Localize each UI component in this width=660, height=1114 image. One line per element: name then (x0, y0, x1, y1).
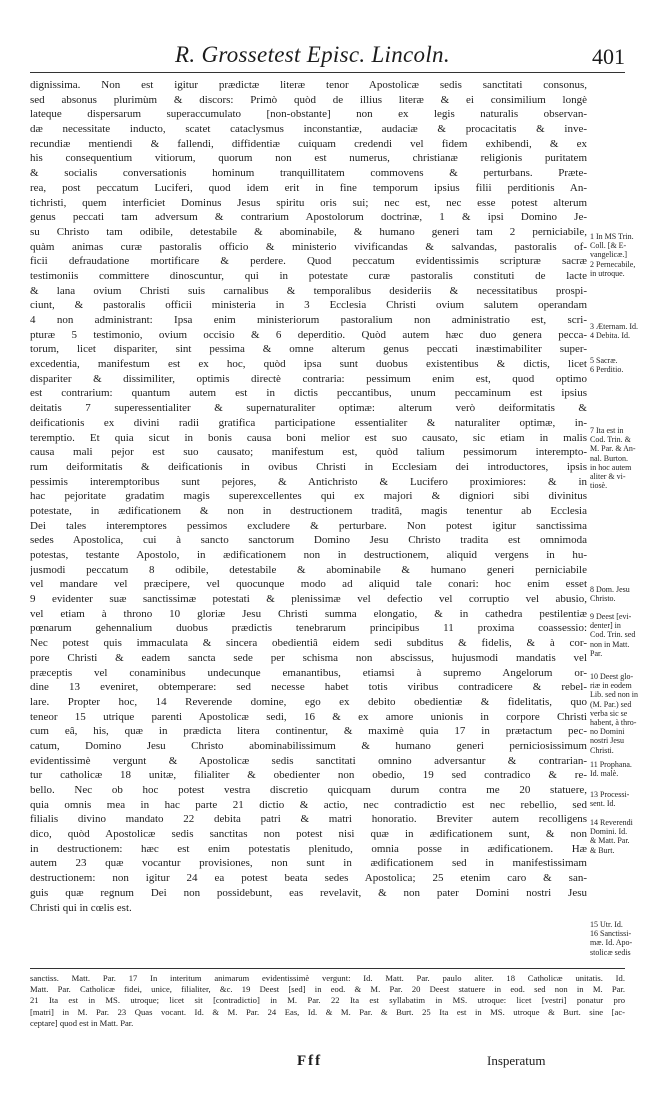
margin-note-line: 9 Deest [evi- (590, 612, 632, 621)
margin-note-line: 11 Prophana. (590, 760, 632, 769)
text-line: Dei tales interemptores pessimos excludere & perturbare. Non potest igitur sanctissima (30, 519, 587, 532)
footnote-line: Matt. Par. Catholicæ fidei, unice, filialiter, &c. 19 Deest [sed] in eod. & M. Par. 20 Deest statuere in eod. sed non in M. Par. (30, 984, 625, 995)
margin-note (590, 322, 656, 340)
margin-note (590, 356, 656, 374)
text-line: deitatis 7 superessentialiter & supernaturaliter optimæ: alterum verò deiformitatis & (30, 402, 587, 415)
margin-note-line: Coll. [& E- (590, 241, 627, 251)
margin-note-line: Cod. Trin. & (590, 435, 631, 445)
text-line: pturæ 5 testimonio, ovium occisio & 6 deperditio. Quòd autem hæc duo genera pecca- (30, 328, 587, 341)
margin-note-line: 2 Pernecabile, (590, 259, 636, 269)
text-line: pœnarum gehennalium duobus prædictis tenebrarum principibus 11 proxima coassessio: (30, 622, 587, 635)
text-line: pessimis interemptoribus sunt pejores, & Antichristo & Lucifero proximiores: & in (30, 475, 587, 488)
text-line: filialis divino mandato 22 debita patri & matri honoratio. Breviter autem recolligens (30, 813, 587, 826)
text-line: torum, licet dispariter, sint pessima & omne alterum genus peccati inæstimabiliter super- (30, 343, 587, 356)
margin-note-line: 14 Reverendi (590, 818, 633, 827)
text-line: rum deiformitatis & deificationis in ovibus Christi in Ecclesiam dei introductores, ipsis (30, 460, 587, 473)
margin-note (590, 760, 656, 778)
text-line: vel etiam à throno 10 gloriæ Jesu Christi summa elongatio, & in cathedra pestilentiæ (30, 607, 587, 620)
text-line: 9 evidenter suæ sanctissimæ potestati & plenissimæ vel defectio vel corruptio vel abusio, (30, 593, 587, 606)
text-line: hac pejoritate gradatim magis superexcellentes qui ex majori & digniori sibi divinitus (30, 490, 587, 503)
text-line: potestas, testante Apostolo, in ædificationem non in destructionem, aliquid vergens in hu- (30, 549, 587, 561)
text-line: vel mandare vel præcipere, vel quocunque modo ad aliquid tale conari: hoc enim esset (30, 578, 587, 591)
margin-note-line: no Domini (590, 727, 625, 737)
text-line: tur catholicæ 18 unitæ, filialiter & obedienter non obedio, 19 sed contradico & re- (30, 769, 587, 782)
text-line: evidentissimè vergunt & Apostolicæ sedis sanctitati omnino adversantur & contrarian- (30, 754, 587, 767)
margin-note-line: 15 Utr. Id. (590, 920, 623, 929)
text-line: dispariter & dissimiliter, optimis directè contraria: pessimum enim est, quod optimo (30, 372, 587, 385)
text-line: testimoniis committere dinoscuntur, qui in potestate curæ pastoralis constituti de lacte (30, 269, 587, 282)
text-line: sedes Apostolica, cui à sancto sanctorum Domino Jesu Christo tradita est omnimoda (30, 534, 587, 547)
margin-note (590, 672, 656, 755)
margin-note (590, 426, 656, 490)
text-line: præceptis vel conaminibus undecunque emanantibus, etiamsi à supremo Angelorum or- (30, 666, 587, 679)
text-line: sed absonus plurimùm & discors: Primò quòd de illius literæ & ei consimilium longè (30, 93, 587, 106)
margin-note (590, 818, 656, 855)
margin-note-line: verba sic se (590, 708, 628, 718)
text-line: ciunt, & pastoralis officii ministeria in 3 Ecclesia Christi ovium salutem operandam (30, 299, 587, 312)
margin-note-line: denter] in (590, 621, 621, 631)
footnote-line: [matri] in M. Par. 23 Quas vocant. Id. & M. Par. 24 Eas, Id. & M. Par. & Burt. 25 Ita est in MS. utroque & Burt. sine [ac- (30, 1006, 625, 1017)
text-line: su Christo tam odibile, detestabile & abominabile, & humano generi tam 2 perniciabile, (30, 225, 587, 238)
page-header (30, 42, 625, 73)
margin-note-line: Domini. Id. (590, 827, 628, 837)
footnote-line: 21 Ita est in MS. utroque; licet sit [contradictio] in M. Par. 22 Ita est syllabatim in MS. utroque: licet [vestri] ponatur pro (30, 995, 625, 1006)
text-line: dine 13 eveniret, obtemperare: sed necesse habet totis viribus contradicere & rebel- (30, 681, 587, 694)
margin-note-line: 1 In MS Trin. (590, 232, 634, 241)
margin-note-line: mæ. Id. Apo- (590, 938, 633, 948)
footnote-line: sanctiss. Matt. Par. 17 In interitum animarum evidentissimè vergunt: Id. Matt. Par. paulo aliter. 18 Catholicæ unitatis. Id. (30, 973, 625, 983)
margin-note-line: & Matt. Par. (590, 836, 630, 846)
margin-note-line: 6 Perditio. (590, 365, 624, 375)
text-line: destructionem: non igitur 24 ea potest beata sedes Apostolica; 25 etenim caro & san- (30, 872, 587, 885)
margin-note-line: Id. malè. (590, 769, 619, 779)
running-title: R. Grossetest Episc. Lincoln. (175, 42, 450, 67)
margin-note-line: nal. Burton. (590, 453, 628, 463)
margin-note (590, 232, 656, 278)
text-line: Christi qui in cœlis est. (30, 901, 132, 914)
margin-note-line: (M. Par.) sed (590, 699, 632, 709)
margin-note-line: 3 Æternam. Id. (590, 322, 638, 331)
margin-note-line: Cod. Trin. sed (590, 630, 636, 640)
margin-note-line: 7 Ita est in (590, 426, 624, 435)
margin-note-line: in utroque. (590, 268, 625, 278)
text-line: Nec potest quis immaculata & sincera obedientiâ eidem sedi subditus & fidelis, & à cor- (30, 637, 587, 650)
margin-note-line: sent. Id. (590, 799, 616, 809)
text-line: quia omnis mea in hac parte 21 dictio & actio, nec contradictio est nec rebellio, sed (30, 798, 587, 811)
text-line: & socialis conversationis hominum tranquillitatem commovens & perturbans. Præte- (30, 167, 587, 180)
margin-note-line: 8 Dom. Jesu (590, 585, 630, 594)
text-line: est contrarium: quantum autem est in dictis peccantibus, unum peccaminum est ipsius (30, 387, 587, 400)
margin-note-line: in hoc autem (590, 462, 632, 472)
margin-note-line: non in Matt. (590, 639, 630, 649)
margin-note-line: stolicæ sedis (590, 947, 631, 957)
text-line: in destructionem: hæc est enim potestatis plenitudo, omnia posse in ædificationem. Hæ (30, 842, 587, 855)
page-number: 401 (592, 44, 625, 69)
margin-note-line: & Burt. (590, 845, 615, 855)
text-line: bello. Nec ob hoc potest vestra discretio quicquam durum contra me 20 statuere, (30, 784, 587, 796)
margin-note-line: aliter & vi- (590, 472, 626, 482)
text-line: catum, Domino Jesu Christo abominabilissimum & humano generi perniciosissimum (30, 739, 587, 752)
margin-note-line: M. Par. & An- (590, 444, 636, 454)
text-line: jusmodi peccatum 8 odibile, detestabile & abominabile & humano generi perniciabile (30, 563, 587, 576)
margin-note-line: 4 Debita. Id. (590, 331, 630, 341)
text-line: excedentia, manifestum est ex hoc, quòd ipsa sunt duobus existentibus & dictis, licet (30, 358, 587, 371)
text-line: recundiæ mentiendi & fallendi, diffidentiæ cuiquam credendi vel fidem exhibendi, & ex (30, 137, 587, 150)
text-line: dico, quòd Apostolicæ sedis sanctitas non potest nisi quæ in ædificationem sunt, & non (30, 828, 587, 841)
text-line: 4 non administrant: Ipsa enim ministeriorum pastoralium non administratio est, scri- (30, 314, 587, 326)
text-line: & lana ovium Christi suis carnalibus & temporalibus desideriis & necessitatibus prospi- (30, 284, 587, 297)
text-line: lare. Propter hoc, 14 Reverende domine, ego ex debito obedientiæ & fidelitatis, quo (30, 695, 587, 708)
margin-note-line: 5 Sacræ. (590, 356, 618, 365)
signature-mark: Fff (297, 1053, 323, 1069)
footnotes (30, 968, 625, 1029)
margin-note-line: 10 Deest glo- (590, 672, 634, 681)
text-line: guis quæ regnum Dei non possidebunt, eas revelavit, & non pater Domini nostri Jesu (30, 886, 587, 899)
text-line: lateque dispersarum superaccumulato [non-obstante] non ex legis naturalis observan- (30, 108, 587, 121)
catchword: Insperatum (487, 1053, 546, 1068)
footnote-line: ceptare] quod est in Matt. Par. (30, 1017, 134, 1028)
margin-note-line: 16 Sanctissi- (590, 929, 632, 939)
margin-note (590, 612, 656, 658)
text-line: potestate, in ædificationem & non in destructionem traditâ, magis tenentur ab Ecclesia (30, 504, 587, 517)
text-line: his consequentium vitiorum, quorum non est numerus, christianæ religionis puritatem (30, 152, 587, 165)
text-line: ficii defraudatione mortificare & perdere. Quod peccatum evidentissimis scripturæ sacræ (30, 255, 587, 268)
margin-note-line: riæ in eodem (590, 681, 632, 691)
text-line: rea, post peccatum Luciferi, quod idem erit in fine temporum ipsius filii perditionis An- (30, 181, 587, 194)
main-text-column (30, 78, 587, 915)
margin-note (590, 920, 656, 957)
margin-note-line: nostri Jesu (590, 736, 624, 746)
margin-note-line: Par. (590, 648, 603, 658)
text-line: causa mali pejor est suo causato; manifestum est, quòd talium pessimorum interempto- (30, 446, 587, 459)
text-line: tichristi, quem interficiet Dominus Jesus spiritu oris sui; nec est, nec esse potest alterum (30, 196, 587, 209)
margin-note-line: 13 Processi- (590, 790, 630, 799)
margin-note-line: Christo. (590, 594, 616, 604)
margin-note-line: habent, à thro- (590, 718, 637, 728)
margin-note (590, 585, 656, 603)
margin-note (590, 790, 656, 808)
text-line: cum eâ, his, quæ in prædicta litera continentur, & maximè quia 17 in prætactum pec- (30, 725, 587, 738)
text-line: deificationis ex divini radii gratifica participatione essentialiter & naturaliter optimæ, in- (30, 416, 587, 429)
text-line: teremptio. Et quia sicut in bonis causa boni melior est suo causato, sic etiam in malis (30, 431, 587, 444)
text-line: pore Christi & eadem sancta sede per schisma non abscissus, hujusmodi mandatis vel (30, 651, 587, 664)
text-line: quàm animas curæ pastoralis officio & ministerio vivificandas & salvandas, pastoralis of- (30, 240, 587, 253)
text-line: teneor 15 utrique parenti Apostolicæ sedi, 16 & ex amore unionis in corpore Christi (30, 710, 587, 723)
margin-note-line: Christi. (590, 745, 614, 755)
text-line: autem 23 quæ vocantur provisiones, non sunt in ædificationem sed in manifestissimam (30, 857, 587, 870)
margin-note-line: vangelicæ.] (590, 250, 628, 260)
text-line: dignissima. Non est igitur prædictæ literæ tenor Apostolicæ sedis sanctitati consonus, (30, 79, 587, 91)
margin-note-line: tiosè. (590, 481, 608, 491)
margin-note-line: Lib. sed non in (590, 690, 638, 700)
text-line: dæ necessitate inducto, scatet cataclysmus inconstantiæ, audaciæ & procacitatis & inve- (30, 123, 587, 136)
text-line: genus peccati tam adversum & contrarium Apostolorum doctrinæ, 1 & ipsi Domino Je- (30, 211, 587, 224)
